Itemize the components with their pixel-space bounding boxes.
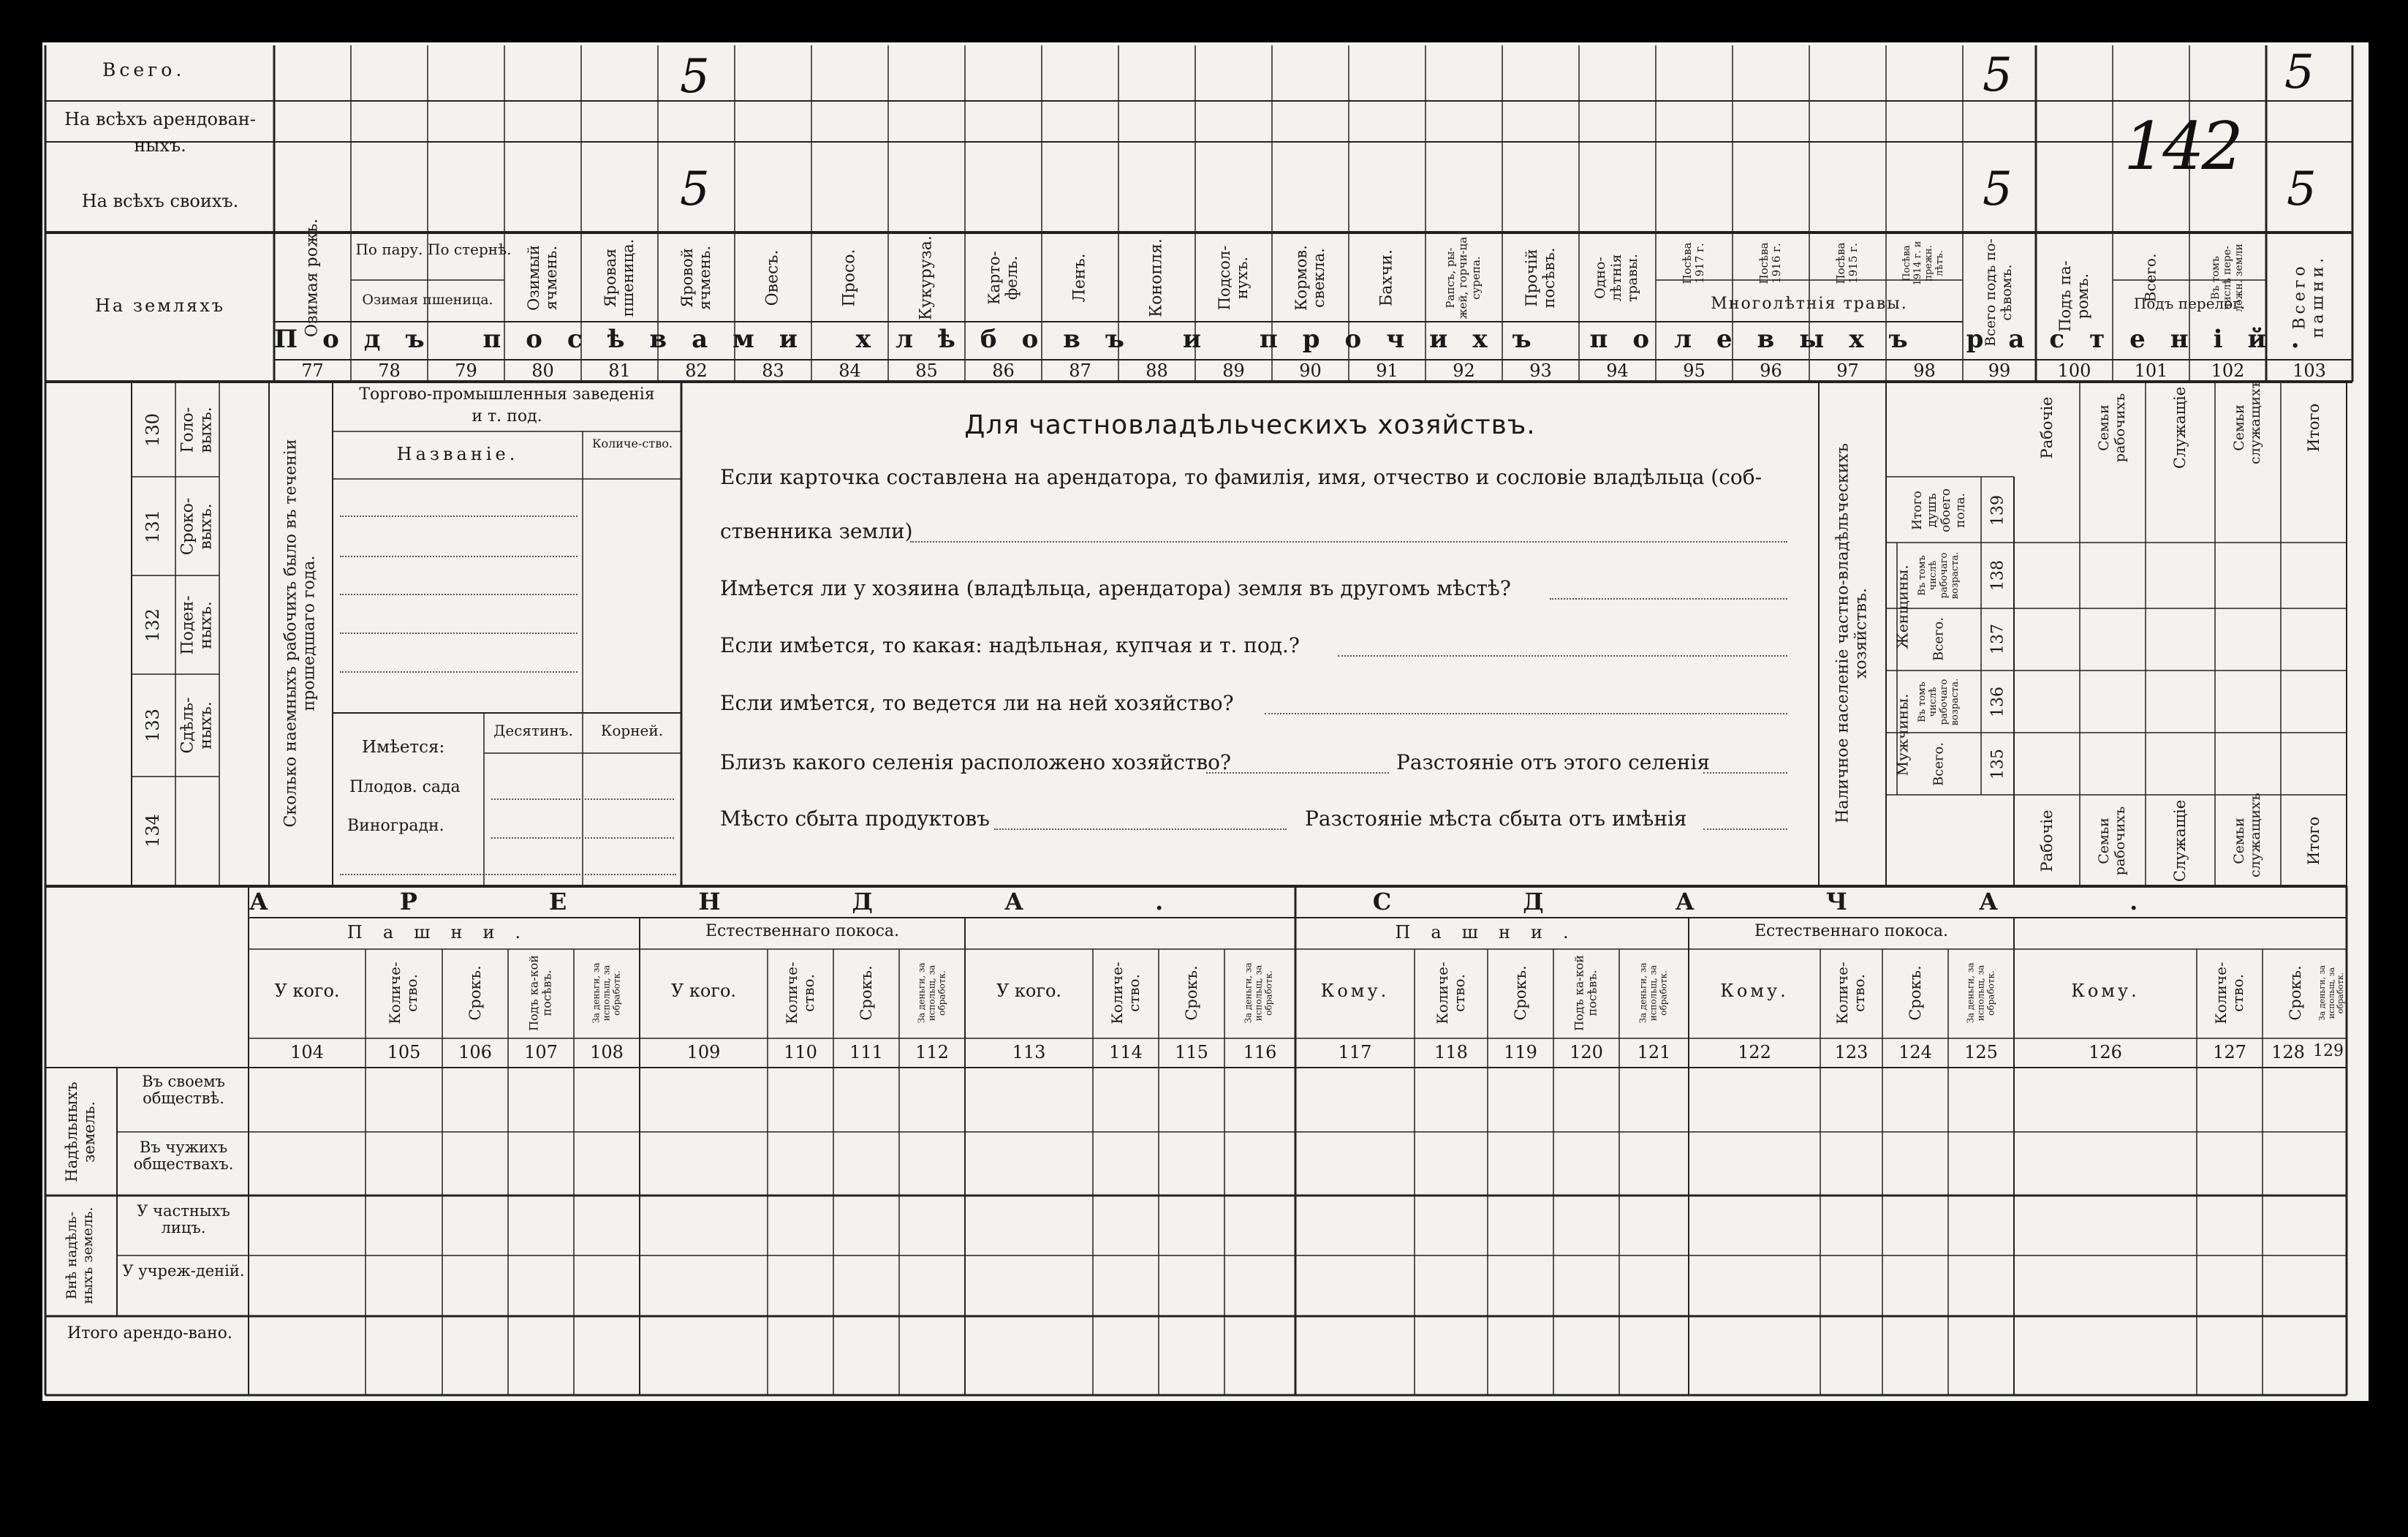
- trade-header-desyatin: Десятинъ.: [493, 722, 573, 739]
- header-kolichestvo: Количе-ство.: [1108, 962, 1143, 1024]
- row-group-vne-nadelnykh: Внѣ надѣль-ныхъ земель.: [64, 1206, 96, 1304]
- header-u-kogo: У кого.: [996, 981, 1062, 1001]
- header-pod-kakoy-posev: Подъ ка-кой посѣвъ.: [1572, 955, 1599, 1031]
- header-perelozhn-zemli: Въ томъ числѣ пере-ложн. земли: [2209, 243, 2246, 312]
- col-number: 125: [1964, 1042, 1998, 1062]
- col-footer-sluzhashchie: Служащіе: [2170, 799, 2189, 883]
- answer-field-land-type[interactable]: [1338, 655, 1787, 657]
- header-kolichestvo: Количе-ство.: [783, 962, 817, 1024]
- label-rabochego-vozrasta-m: Въ томъ числѣ рабочаго возраста.: [1917, 678, 1961, 726]
- col-number: 82: [685, 360, 708, 381]
- dotted-line: [340, 594, 578, 595]
- col-number: 122: [1738, 1042, 1771, 1062]
- trade-title-1: Торгово-промышленныя заведенія: [359, 385, 655, 404]
- header-za-dengi: За деньги, за испольщ, за обработк.: [916, 962, 947, 1024]
- label-rabochego-vozrasta-zh: Въ томъ числѣ рабочаго возраста.: [1917, 551, 1961, 600]
- col-number: 116: [1243, 1042, 1277, 1062]
- row-label-arendovannykh-1: На всѣхъ арендован-: [64, 109, 256, 129]
- header-za-dengi: За деньги, за испольщ, за обработк.: [1243, 962, 1273, 1024]
- header-ozimaya-rozh: Озимая рожь.: [303, 218, 322, 338]
- col-number: 108: [590, 1042, 624, 1062]
- header-srok: Срокъ.: [1511, 965, 1529, 1021]
- form-question-owner: Если карточка составлена на арендатора, то фамилія, имя, отчество и сословіе владѣльца (соб-: [720, 465, 1763, 489]
- trade-vinogradn: Виноградн.: [347, 817, 444, 835]
- row-group-nadelnykh: Надѣльныхъ земель.: [62, 1081, 98, 1182]
- col-number: 106: [458, 1042, 492, 1062]
- group-pashni-sdacha: Пашни.: [1395, 922, 1589, 943]
- header-za-dengi: За деньги, за испольщ, за обработк.: [1965, 962, 1996, 1024]
- header-konoplya: Конопля.: [1147, 238, 1166, 317]
- label-srokovykh: Сроко-выхъ.: [178, 497, 216, 556]
- label-sdelnykh: Сдѣль-ныхъ.: [178, 697, 216, 754]
- col-number: 112: [915, 1042, 949, 1062]
- banner-pod-posevami: Подъ посѣвами хлѣбовъ и прочихъ полевыхъ растеній.: [274, 325, 2325, 354]
- col-number: 80: [531, 360, 554, 381]
- header-srok: Срокъ.: [1182, 965, 1200, 1021]
- header-vsego-perelog: Всего.: [2141, 253, 2159, 303]
- answer-field-village-distance[interactable]: [1703, 772, 1787, 774]
- col-header-semi-sluzhashchikh: Семьи служащихъ: [2231, 379, 2263, 464]
- header-kolichestvo: Количе-ство.: [1434, 962, 1468, 1024]
- col-number: 97: [1836, 360, 1859, 381]
- col-number: 115: [1175, 1042, 1208, 1062]
- dotted-line: [340, 632, 578, 634]
- header-kartofel: Карто-фель.: [985, 251, 1021, 305]
- col-number: 105: [387, 1042, 421, 1062]
- label-golovykh: Голо-выхъ.: [178, 407, 216, 453]
- header-raps: Рапсъ, ры-жей, горчи-ца сурепа.: [1444, 236, 1483, 320]
- col-number: 99: [1988, 360, 2011, 381]
- col-number: 78: [378, 360, 401, 381]
- col-number: 132: [143, 608, 164, 642]
- handwritten-value: 5: [680, 50, 710, 104]
- answer-field-farming[interactable]: [1265, 713, 1787, 714]
- row-label-arendovannykh-2: ныхъ.: [134, 135, 186, 156]
- header-proso: Просо.: [840, 249, 859, 307]
- header-pod-parom: Подъ па-ромъ.: [2056, 260, 2091, 332]
- label-vsego-m: Всего.: [1931, 742, 1947, 786]
- col-number: 102: [2211, 360, 2245, 381]
- col-number: 110: [784, 1042, 817, 1062]
- col-number: 123: [1834, 1042, 1869, 1062]
- form-question-farming: Если имѣется, то ведется ли на ней хозяйство?: [720, 691, 1234, 715]
- header-za-dengi: За деньги, за испольщ, за обработк.: [1637, 962, 1668, 1024]
- trade-title-2: и т. под.: [472, 407, 542, 426]
- col-number: 134: [143, 814, 164, 847]
- col-number: 121: [1637, 1042, 1671, 1062]
- header-oves: Овесъ.: [763, 249, 782, 306]
- dotted-line: [340, 671, 578, 673]
- col-number: 96: [1760, 360, 1782, 381]
- header-yarovaya-pshenitsa: Яровая пшеница.: [601, 238, 637, 317]
- dotted-line: [491, 837, 674, 839]
- section-arenda: АРЕНДА.: [249, 888, 1295, 915]
- col-number: 118: [1434, 1042, 1468, 1062]
- col-number: 89: [1222, 360, 1245, 381]
- header-ozimyy-yachmen: Озимый ячмень.: [524, 245, 560, 311]
- header-poseva-1916: Посѣва 1916 г.: [1757, 242, 1783, 284]
- row-label-itogo-arendovano: Итого арендо-вано.: [67, 1324, 232, 1342]
- header-odnoletnie-travy: Одно-лѣтнія травы.: [1592, 254, 1640, 302]
- header-poseva-1914: Посѣва 1914 г. и прежн. лѣтъ.: [1901, 241, 1945, 286]
- col-number: 124: [1898, 1042, 1932, 1062]
- form-question-market: Мѣсто сбыта продуктовъ: [720, 807, 990, 831]
- col-number: 138: [1988, 560, 2007, 591]
- header-kormov-svekla: Кормов. свекла.: [1292, 245, 1328, 311]
- col-number: 86: [992, 360, 1015, 381]
- col-number: 92: [1453, 360, 1475, 381]
- header-poseva-1915: Посѣва 1915 г.: [1833, 242, 1860, 284]
- header-pod-perelog: Подъ перелог.: [2133, 295, 2246, 312]
- row-label-uchrezhdeniy: У учреж-деній.: [122, 1262, 245, 1280]
- col-number: 84: [838, 360, 861, 381]
- form-title: Для частновладѣльческихъ хозяйствъ.: [964, 410, 1536, 440]
- col-number: 113: [1012, 1042, 1046, 1062]
- col-footer-itogo: Итого: [2304, 816, 2322, 866]
- header-kukuruza: Кукуруза.: [917, 235, 936, 320]
- header-u-kogo: У кого.: [274, 981, 340, 1001]
- header-ozimaya-pshenitsa: Озимая пшеница.: [362, 292, 493, 308]
- col-number: 104: [290, 1042, 324, 1062]
- section-sdacha: СДАЧА.: [1372, 888, 2270, 915]
- answer-field-owner[interactable]: [910, 541, 1787, 543]
- header-len: Ленъ.: [1070, 253, 1089, 303]
- header-komu: Кому.: [1320, 981, 1390, 1001]
- col-number: 139: [1988, 495, 2007, 526]
- col-footer-rabochie: Рабочіе: [2037, 809, 2056, 872]
- trade-header-qty: Количе-ство.: [592, 437, 673, 450]
- header-yarovoy-yachmen: Яровой ячмень.: [678, 246, 713, 310]
- col-header-sluzhashchie: Служащіе: [2170, 386, 2189, 469]
- col-number: 90: [1299, 360, 1322, 381]
- answer-field-village[interactable]: [1206, 772, 1389, 774]
- col-header-itogo: Итого: [2304, 403, 2322, 453]
- handwritten-value: 5: [680, 162, 710, 216]
- header-po-paru: По пару.: [355, 241, 423, 258]
- label-muzhchiny: Мужчины.: [1893, 693, 1912, 777]
- form-question-other-land: Имѣется ли у хозяина (владѣльца, арендатора) земля въ другомъ мѣстѣ?: [720, 576, 1511, 600]
- label-itogo-dush: Итого душъ обоего пола.: [1909, 488, 1968, 532]
- header-podsolnukh: Подсол-нухъ.: [1215, 245, 1251, 311]
- label-podennykh: Поден-ныхъ.: [178, 595, 216, 655]
- header-u-kogo: У кого.: [670, 981, 737, 1001]
- form-question-owner-cont: ственника земли): [720, 519, 913, 543]
- col-number: 117: [1338, 1042, 1372, 1062]
- col-header-semi-rabochikh: Семьи рабочихъ: [2096, 393, 2128, 463]
- col-number: 135: [1988, 749, 2007, 779]
- form-question-village: Близъ какого селенія расположено хозяйство?: [720, 750, 1232, 774]
- col-number: 79: [455, 360, 477, 381]
- col-number: 136: [1988, 687, 2007, 717]
- col-number: 81: [608, 360, 631, 381]
- header-za-dengi: За деньги, за испольщ, за обработк.: [2317, 964, 2346, 1021]
- form-question-market-distance: Разстояніе мѣста сбыта отъ имѣнія: [1305, 807, 1687, 831]
- col-number: 77: [301, 360, 324, 381]
- answer-field-other-land[interactable]: [1550, 598, 1787, 600]
- group-pashni-arenda: Пашни.: [347, 922, 542, 943]
- row-label-na-zemlyakh: На земляхъ: [94, 295, 226, 316]
- header-prochiy-posev: Прочій посѣвъ.: [1522, 247, 1558, 309]
- header-srok: Срокъ.: [1906, 965, 1924, 1021]
- header-po-sterne: По стернѣ.: [428, 241, 512, 258]
- col-number: 87: [1069, 360, 1091, 381]
- header-srok: Срокъ.: [466, 965, 484, 1021]
- header-kolichestvo: Количе-ство.: [2212, 962, 2246, 1024]
- col-number: 128: [2271, 1042, 2305, 1062]
- dotted-line: [340, 874, 676, 875]
- col-number: 114: [1109, 1042, 1143, 1062]
- label-vsego-zh: Всего.: [1931, 617, 1947, 661]
- col-number: 130: [143, 413, 164, 447]
- header-srok: Срокъ.: [2286, 965, 2304, 1021]
- row-label-vsego: Всего.: [102, 59, 186, 80]
- row-label-svoem-obshchestve: Въ своемъ обществѣ.: [142, 1073, 225, 1108]
- col-number: 83: [762, 360, 784, 381]
- dotted-line: [340, 516, 578, 517]
- header-bakhchi: Бахчи.: [1377, 249, 1396, 306]
- header-mnogoletnie-travy: Многолѣтнія травы.: [1711, 295, 1908, 313]
- trade-plodov-sada: Плодов. сада: [349, 778, 461, 796]
- col-number: 131: [143, 510, 164, 543]
- col-number: 127: [2213, 1042, 2246, 1062]
- header-komu: Кому.: [1720, 981, 1789, 1001]
- col-number: 85: [915, 360, 938, 381]
- col-number: 103: [2292, 360, 2326, 381]
- header-kolichestvo: Количе-ство.: [386, 962, 420, 1024]
- caption-naemnykh-rabochikh: Сколько наемныхъ рабочихъ было въ теченіи прошедшаго года.: [281, 439, 319, 828]
- header-vsego-pashni: Всего пашни.: [2290, 254, 2328, 339]
- group-pokos-arenda: Естественнаго покоса.: [705, 922, 899, 940]
- col-number: 95: [1683, 360, 1705, 381]
- col-header-rabochie: Рабочіе: [2037, 396, 2056, 459]
- caption-nalichnoe-naselenie: Наличное населеніе частно-владѣльческихъ хозяйствъ.: [1833, 443, 1871, 823]
- trade-imeetsya: Имѣется:: [362, 738, 445, 757]
- col-number: 91: [1376, 360, 1398, 381]
- col-number: 119: [1504, 1042, 1537, 1062]
- group-pokos-sdacha: Естественнаго покоса.: [1754, 922, 1948, 940]
- col-number: 126: [2089, 1042, 2122, 1062]
- trade-header-name: Названіе.: [396, 444, 519, 464]
- col-number: 93: [1529, 360, 1552, 381]
- col-number: 100: [2057, 360, 2091, 381]
- col-number: 88: [1146, 360, 1168, 381]
- row-label-chuzhikh-obshchestvakh: Въ чужихъ обществахъ.: [133, 1138, 234, 1174]
- dotted-line: [340, 556, 578, 557]
- row-label-svoikh: На всѣхъ своихъ.: [81, 191, 239, 211]
- handwritten-value: 5: [2284, 45, 2314, 99]
- row-label-chastnykh-lits: У частныхъ лицъ.: [137, 1202, 230, 1237]
- header-vsego-pod-posevom: Всего подъ по-сѣвомъ.: [1983, 238, 2015, 347]
- handwritten-value: 5: [1983, 48, 2013, 102]
- col-number: 111: [849, 1042, 883, 1062]
- col-number: 109: [686, 1042, 721, 1062]
- header-komu: Кому.: [2071, 981, 2140, 1001]
- handwritten-page-number: 142: [2124, 108, 2241, 185]
- col-footer-semi-sluzhashchikh: Семьи служащихъ: [2231, 793, 2263, 877]
- handwritten-value: 5: [1983, 162, 2013, 216]
- col-number: 98: [1913, 360, 1936, 381]
- col-number: 129: [2313, 1042, 2344, 1060]
- answer-field-market[interactable]: [994, 828, 1287, 830]
- col-number: 137: [1988, 624, 2007, 654]
- label-zhenshchiny: Женщины.: [1893, 564, 1912, 649]
- col-number: 133: [143, 709, 164, 742]
- header-za-dengi: За деньги, за испольщ, за обработк.: [591, 962, 621, 1024]
- col-number: 94: [1606, 360, 1629, 381]
- trade-header-korney: Корней.: [600, 722, 664, 739]
- handwritten-value: 5: [2287, 162, 2317, 216]
- col-footer-semi-rabochikh: Семьи рабочихъ: [2096, 806, 2128, 876]
- header-srok: Срокъ.: [857, 965, 875, 1021]
- header-poseva-1917: Посѣва 1917 г.: [1680, 242, 1706, 284]
- col-number: 107: [524, 1042, 558, 1062]
- col-number: 120: [1570, 1042, 1603, 1062]
- answer-field-market-distance[interactable]: [1703, 828, 1787, 830]
- form-question-village-distance: Разстояніе отъ этого селенія: [1396, 750, 1710, 774]
- header-kolichestvo: Количе-ство.: [1833, 962, 1868, 1024]
- form-question-land-type: Если имѣется, то какая: надѣльная, купчая и т. под.?: [720, 633, 1300, 657]
- dotted-line: [491, 798, 674, 800]
- col-number: 101: [2134, 360, 2168, 381]
- header-pod-kakoy-posev: Подъ ка-кой посѣвъ.: [526, 955, 554, 1031]
